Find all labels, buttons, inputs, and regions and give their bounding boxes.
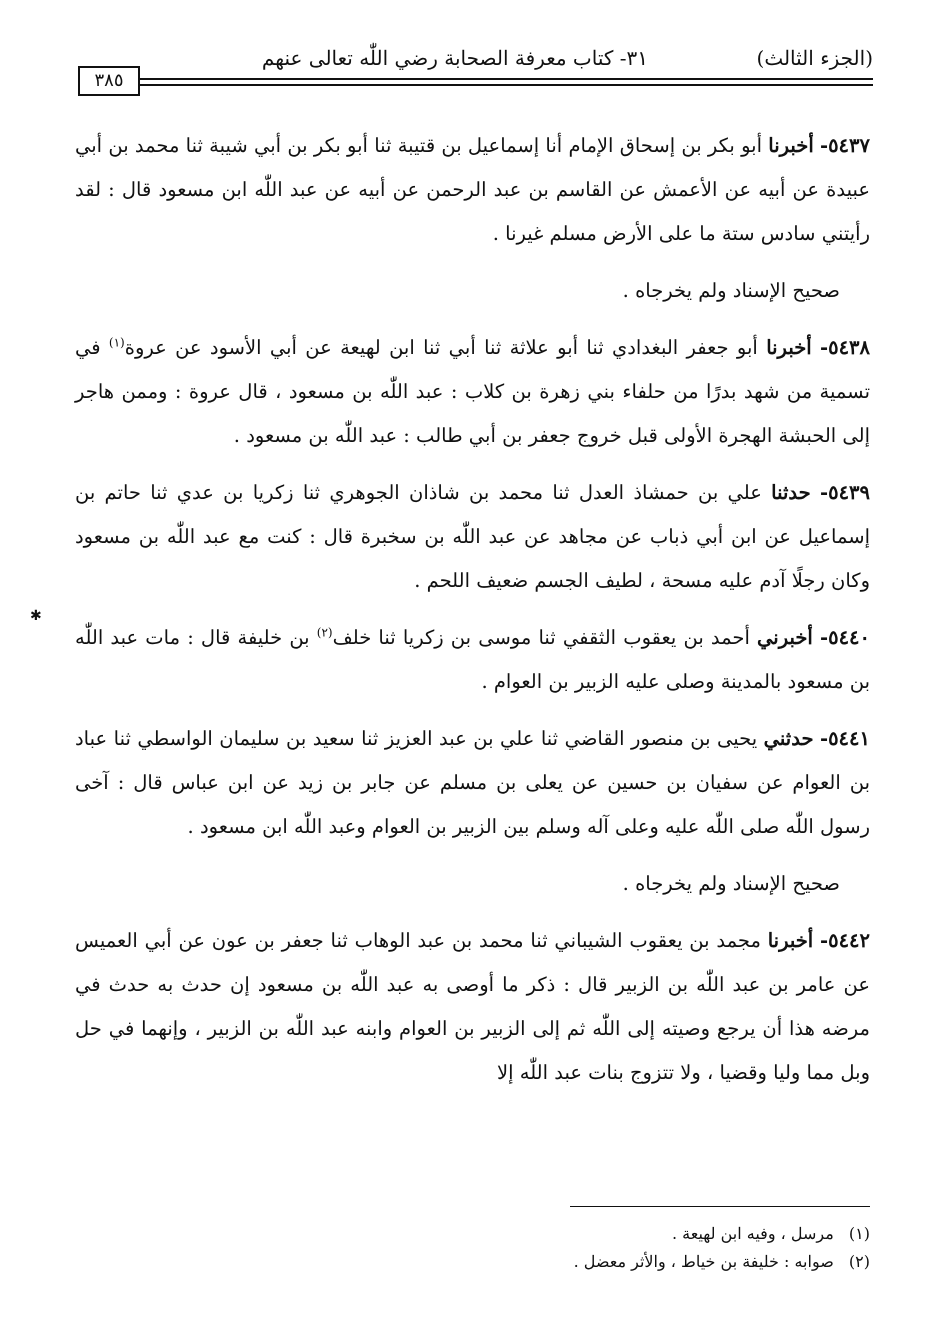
hadith-text: يحيى بن منصور القاضي ثنا علي بن عبد العزيز ثنا سعيد بن سليمان الواسطي ثنا عباد بن العوام عن سفيان بن حسين عن يعلى بن مسلم عن جابر بن زيد عن ابن عباس قال : آخى رسول اللّٰه صلى اللّٰه عليه وعلى آله وسلم بين الزبير بن العوام وعبد اللّٰه ابن مسعود . (75, 727, 870, 838)
hadith-lead: أخبرنا (767, 929, 814, 952)
part-title: (الجزء الثالث) (756, 46, 873, 70)
hadith-lead: حدثنا (771, 481, 811, 504)
hadith-lead: حدثني (763, 727, 814, 750)
footnote-number: (١) (848, 1224, 870, 1243)
hadith-text: أحمد بن يعقوب الثقفي ثنا موسى بن زكريا ثنا خلف (332, 626, 758, 649)
hadith-lead: أخبرنا (766, 336, 812, 359)
hadith-lead: أخبرني (757, 626, 813, 649)
footnote-number: (٢) (848, 1252, 870, 1271)
verdict-1: صحيح الإسناد ولم يخرجاه . (622, 279, 840, 302)
header-rule-bottom (136, 84, 873, 86)
hadith-5438 (75, 326, 870, 458)
footnote-text: مرسل ، وفيه ابن لهيعة . (671, 1224, 834, 1243)
hadith-number: ٥٤٤٢- (820, 929, 870, 952)
hadith-number: ٥٤٤١- (819, 727, 870, 750)
hadith-lead: أخبرنا (768, 134, 814, 157)
hadith-text: أبو بكر بن إسحاق الإمام أنا إسماعيل بن قتيبة ثنا أبو بكر بن أبي شيبة ثنا محمد بن أبي عبيدة عن أبيه عن الأعمش عن القاسم بن عبد الرحمن عن أبيه عن عبد اللّٰه ابن مسعود قال : لقد رأيتني سادس ستة ما على الأرض مسلم غيرنا . (75, 134, 870, 245)
footnote-2 (75, 1248, 870, 1276)
footnote-ref-1[interactable]: (١) (108, 335, 125, 350)
hadith-5442 (75, 919, 870, 1095)
hadith-text-cont: بن خليفة قال : مات عبد اللّٰه بن مسعود بالمدينة وصلى عليه الزبير بن العوام . (75, 626, 870, 693)
margin-mark: ✱ (30, 608, 42, 624)
page-header (78, 40, 873, 98)
chapter-title: ٣١- كتاب معرفة الصحابة رضي اللّٰه تعالى عنهم (261, 46, 648, 70)
hadith-5439 (75, 471, 870, 603)
verdict-2: صحيح الإسناد ولم يخرجاه . (622, 872, 840, 895)
hadith-number: ٥٤٤٠- (820, 626, 870, 649)
hadith-5437 (75, 124, 870, 256)
hadith-number: ٥٤٣٩- (820, 481, 870, 504)
footnote-1 (75, 1220, 870, 1248)
footnotes (75, 1220, 870, 1276)
footnote-ref-2[interactable]: (٢) (316, 625, 333, 640)
footnote-divider (570, 1206, 870, 1207)
hadith-number: ٥٤٣٨- (820, 336, 870, 359)
page-number: ٣٨٥ (78, 66, 140, 96)
footnote-text: صوابه : خليفة بن خياط ، والأثر معضل . (573, 1252, 834, 1271)
hadith-text: علي بن حمشاذ العدل ثنا محمد بن شاذان الجوهري ثنا زكريا بن عدي ثنا حاتم بن إسماعيل عن ابن أبي ذباب عن مجاهد عن عبد اللّٰه بن سخبرة قال : كنت مع عبد اللّٰه بن مسعود وكان رجلًا آدم عليه مسحة ، لطيف الجسم ضعيف اللحم . (75, 481, 870, 592)
hadith-5440 (75, 616, 870, 704)
page-body (75, 124, 870, 1108)
hadith-text: مجمد بن يعقوب الشيباني ثنا محمد بن عبد الوهاب ثنا جعفر بن عون عن أبي العميس عن عامر بن عبد اللّٰه بن الزبير قال : ذكر ما أوصى به عبد اللّٰه بن مسعود إن حدث به حدث في مرضه هذا أن يرجع وصيته إلى اللّٰه ثم إلى الزبير بن العوام وابنه عبد اللّٰه بن الزبير ، وإنهما في حل وبل مما وليا وقضيا ، ولا تتزوج بنات عبد اللّٰه إلا (75, 929, 870, 1084)
hadith-5441 (75, 717, 870, 849)
header-rule-top (136, 78, 873, 80)
hadith-number: ٥٤٣٧- (819, 134, 870, 157)
hadith-text-cont: في تسمية من شهد بدرًا من حلفاء بني زهرة بن كلاب : عبد اللّٰه بن مسعود ، قال عروة : وممن هاجر إلى الحبشة الهجرة الأولى قبل خروج جعفر بن أبي طالب : عبد اللّٰه بن مسعود . (75, 336, 870, 447)
hadith-text: أبو جعفر البغدادي ثنا أبو علاثة ثنا أبي ثنا ابن لهيعة عن أبي الأسود عن عروة (124, 336, 767, 359)
